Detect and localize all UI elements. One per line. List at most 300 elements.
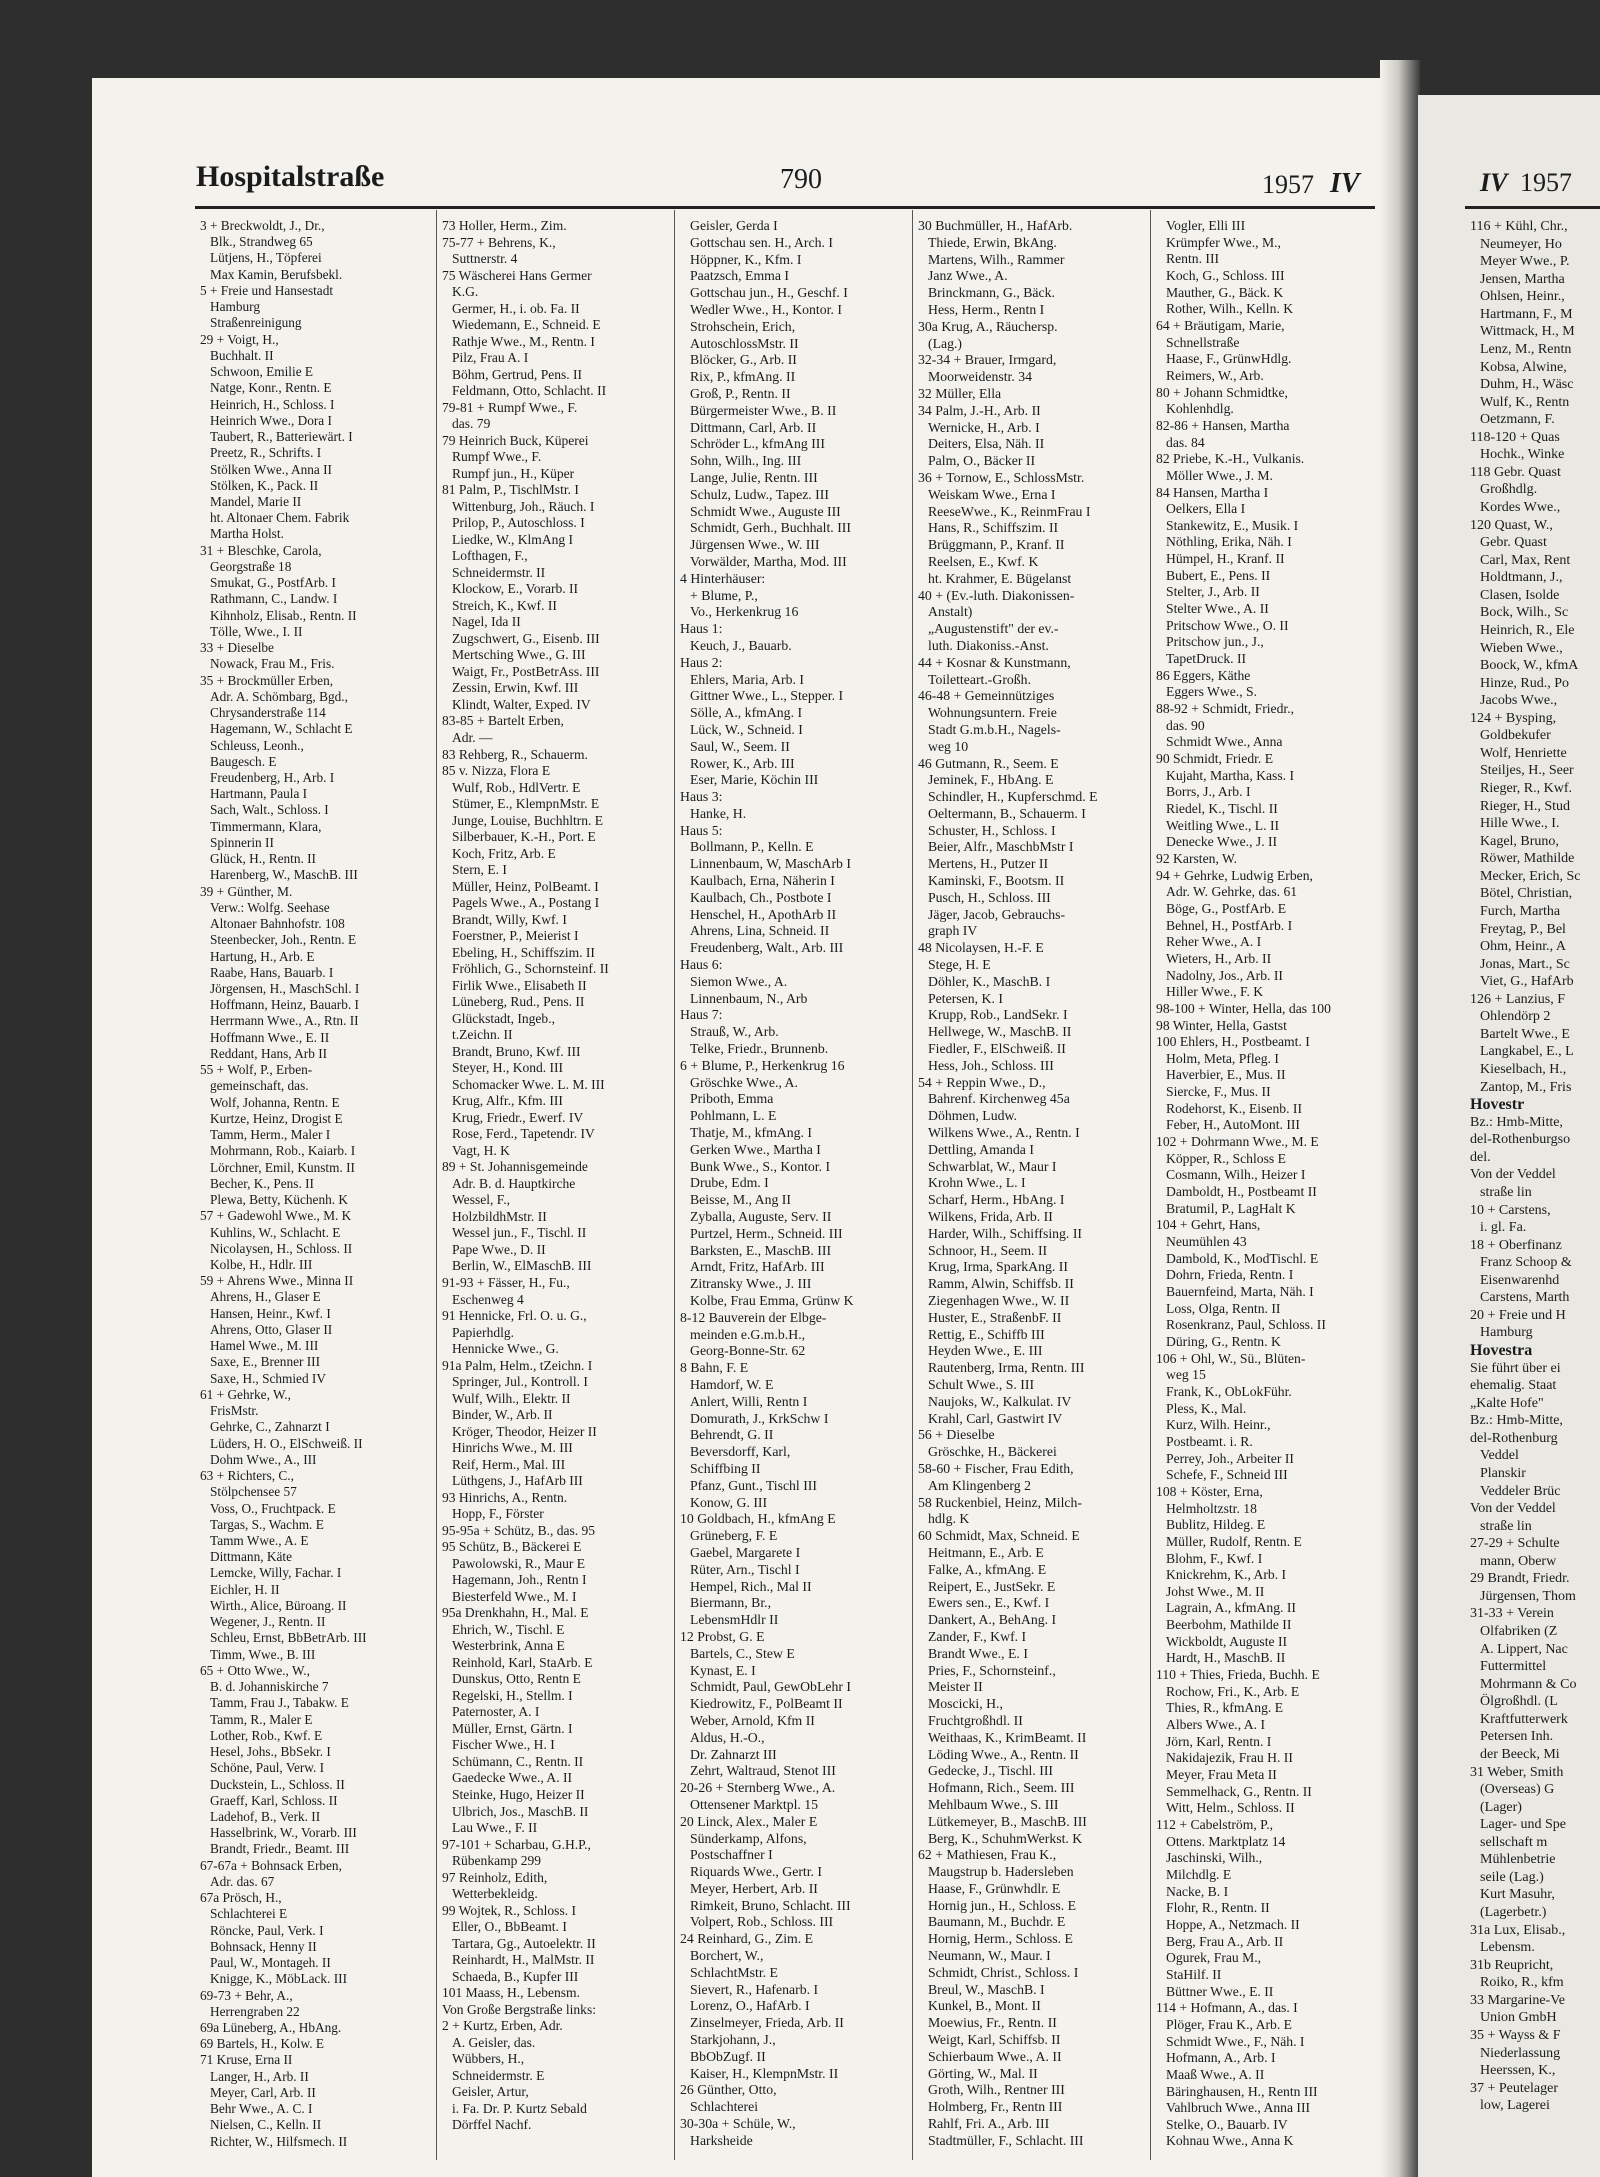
directory-entry: Liedke, W., KlmAng I (452, 531, 574, 547)
directory-entry: Verw.: Wolfg. Seehase (210, 899, 330, 915)
directory-entry: (Overseas) G (1480, 1782, 1555, 1798)
directory-entry: 120 Quast, W., (1470, 517, 1553, 533)
directory-entry: Jonas, Mart., Sc (1480, 956, 1570, 972)
directory-entry: Haus 1: (680, 621, 723, 637)
directory-entry: Meyer, Frau Meta II (1166, 1767, 1277, 1783)
directory-entry: 8-12 Bauverein der Elbge- (680, 1309, 827, 1325)
directory-entry: Jensen, Martha (1480, 271, 1565, 287)
directory-entry: Schomacker Wwe. L. M. III (452, 1076, 605, 1092)
directory-entry: Lofthagen, F., (452, 548, 528, 564)
directory-entry: 57 + Gadewohl Wwe., M. K (200, 1208, 352, 1224)
directory-entry: Nicolaysen, H., Schloss. II (210, 1240, 353, 1256)
directory-entry: Hennicke Wwe., G. (452, 1341, 559, 1357)
directory-entry: Saxe, H., Schmied IV (210, 1370, 326, 1386)
year-label: 1957 (1262, 170, 1314, 199)
directory-entry: Nielsen, C., Kelln. II (210, 2117, 322, 2133)
directory-entry: straße lin (1480, 1518, 1532, 1534)
directory-entry: Wulf, Rob., HdlVertr. E (452, 779, 581, 795)
directory-entry: Strauß, W., Arb. (690, 1024, 779, 1040)
directory-entry: Wübbers, H., (452, 2051, 525, 2067)
directory-entry: Thies, R., kfmAng. E (1166, 1700, 1284, 1716)
directory-entry: Berg, K., SchuhmWerkst. K (928, 1830, 1083, 1846)
directory-entry: Deiters, Elsa, Näh. II (928, 436, 1045, 452)
directory-entry: Bubert, E., Pens. II (1166, 567, 1271, 583)
directory-entry: Toiletteart.-Großh. (928, 671, 1032, 687)
directory-entry: 114 + Hofmann, A., das. I (1156, 2000, 1298, 2016)
directory-entry: 108 + Köster, Erna, (1156, 1483, 1263, 1499)
directory-entry: Gehrke, C., Zahnarzt I (210, 1419, 330, 1435)
directory-entry: Paternoster, A. I (452, 1704, 540, 1720)
directory-entry: Nagel, Ida II (452, 614, 521, 630)
directory-entry: Hoffmann Wwe., E. II (210, 1029, 330, 1045)
directory-entry: Gröschke, H., Bäckerei (928, 1444, 1057, 1460)
directory-entry: 37 + Peutelager (1470, 2080, 1558, 2096)
directory-entry: Klockow, E., Vorarb. II (452, 581, 579, 597)
directory-column (442, 218, 670, 2134)
directory-entry: Mohrmann & Co (1480, 1676, 1577, 1692)
directory-entry: Zantop, M., Fris (1480, 1079, 1572, 1095)
directory-entry: i. gl. Fa. (1480, 1220, 1527, 1236)
directory-entry: Bratumil, P., LagHalt K (1166, 1200, 1296, 1216)
directory-entry: Ehrich, W., Tischl. E (452, 1621, 565, 1637)
directory-entry: Müller, Ernst, Gärtn. I (452, 1720, 573, 1736)
directory-entry: Dittmann, Carl, Arb. II (690, 419, 817, 435)
directory-entry: Gebr. Quast (1480, 535, 1547, 551)
directory-entry: Groth, Wilh., Rentner III (928, 2082, 1065, 2098)
directory-entry: 64 + Bräutigam, Marie, (1156, 317, 1285, 333)
directory-entry: Blk., Strandweg 65 (210, 234, 313, 250)
directory-entry: Riquards Wwe., Gertr. I (690, 1864, 823, 1880)
directory-entry: Krug, Irma, SparkAng. II (928, 1259, 1068, 1275)
directory-entry: Glückstadt, Ingeb., (452, 1010, 555, 1026)
directory-entry: Behr Wwe., A. C. I (210, 2101, 313, 2117)
directory-entry: 84 Hansen, Martha I (1156, 484, 1269, 500)
directory-entry: Perrey, Joh., Arbeiter II (1166, 1450, 1294, 1466)
directory-entry: Bz.: Hmb-Mitte, (1470, 1413, 1563, 1429)
directory-entry: Krug, Friedr., Ewerf. IV (452, 1109, 584, 1125)
directory-entry: Schröder L., kfmAng III (690, 436, 825, 452)
directory-entry: Steenbecker, Joh., Rentn. E (210, 932, 357, 948)
directory-entry: Goldbekufer (1480, 728, 1551, 744)
directory-entry: Futtermittel (1480, 1659, 1547, 1675)
directory-entry: Arndt, Fritz, HafArb. III (690, 1259, 825, 1275)
directory-entry: Müller, Heinz, PolBeamt. I (452, 878, 599, 894)
directory-entry: 69a Lüneberg, A., HbAng. (200, 2020, 342, 2036)
directory-entry: Altonaer Bahnhofstr. 108 (210, 916, 345, 932)
directory-entry: Ramm, Alwin, Schiffsb. II (928, 1276, 1074, 1292)
directory-entry: Dr. Zahnarzt III (690, 1746, 777, 1762)
directory-entry: ehemalig. Staat (1470, 1378, 1557, 1394)
directory-entry: Janz Wwe., A. (928, 268, 1008, 284)
directory-entry: Keuch, J., Bauarb. (690, 637, 792, 653)
directory-entry: graph IV (928, 923, 978, 939)
directory-entry: Gottschau sen. H., Arch. I (690, 234, 833, 250)
directory-entry: „Augustenstift" der ev.- (928, 621, 1059, 637)
directory-entry: Beerbohm, Mathilde II (1166, 1617, 1292, 1633)
directory-entry: Union GmbH (1480, 2010, 1557, 2026)
directory-entry: Baumann, M., Buchdr. E (928, 1914, 1066, 1930)
directory-entry: Ladehof, B., Verk. II (210, 1808, 321, 1824)
directory-entry: Postschaffner I (690, 1847, 773, 1863)
directory-entry: Schefe, F., Schneid III (1166, 1467, 1288, 1483)
directory-entry: Weigt, Karl, Schiffsb. II (928, 2032, 1061, 2048)
directory-entry: Brinckmann, G., Bäck. (928, 285, 1055, 301)
directory-entry: Weitling Wwe., L. II (1166, 817, 1280, 833)
directory-entry: Martens, Wilh., Rammer (928, 251, 1065, 267)
directory-entry: Kraftfutterwerk (1480, 1711, 1568, 1727)
directory-entry: Frank, K., ObLokFühr. (1166, 1383, 1292, 1399)
directory-entry: Moscicki, H., (928, 1696, 1003, 1712)
directory-entry: Müller, Rudolf, Rentn. E (1166, 1533, 1302, 1549)
directory-entry: Vahlbruch Wwe., Anna III (1166, 2100, 1311, 2116)
directory-entry: Thatje, M., kfmAng. I (690, 1125, 812, 1141)
directory-entry: Ahrens, H., Glaser E (210, 1289, 321, 1305)
directory-entry: Raabe, Hans, Bauarb. I (210, 964, 334, 980)
directory-entry: Drube, Edm. I (690, 1175, 769, 1191)
directory-entry: Schleuss, Leonh., (210, 737, 304, 753)
directory-entry: 20 Linck, Alex., Maler E (680, 1813, 818, 1829)
directory-entry: Hasselbrink, W., Vorarb. III (210, 1825, 357, 1841)
directory-entry: Veddeler Brüc (1480, 1483, 1561, 1499)
directory-entry: Schulz, Ludw., Tapez. III (690, 486, 829, 502)
directory-entry: 56 + Dieselbe (918, 1427, 995, 1443)
street-heading: Hospitalstraße (196, 160, 385, 193)
directory-entry: Ewers sen., E., Kwf. I (928, 1595, 1050, 1611)
directory-entry: Kuhlins, W., Schlacht. E (210, 1224, 341, 1240)
directory-entry: 118-120 + Quas (1470, 429, 1560, 445)
directory-entry: 2 + Kurtz, Erben, Adr. (442, 2018, 563, 2034)
directory-entry: 80 + Johann Schmidtke, (1156, 384, 1288, 400)
directory-entry: Huster, E., StraßenbF. II (928, 1309, 1062, 1325)
directory-entry: Bock, Wilh., Sc (1480, 605, 1569, 621)
directory-entry: Feldmann, Otto, Schlacht. II (452, 383, 607, 399)
directory-entry: Plöger, Frau K., Arb. E (1166, 2016, 1292, 2032)
directory-entry: Wulf, Wilh., Elektr. II (452, 1390, 571, 1406)
directory-entry: 88-92 + Schmidt, Friedr., (1156, 701, 1295, 717)
directory-entry: Berg, Frau A., Arb. II (1166, 1933, 1284, 1949)
directory-entry: Natge, Konr., Rentn. E (210, 380, 332, 396)
directory-entry: Mehlbaum Wwe., S. III (928, 1796, 1059, 1812)
directory-entry: Hille Wwe., I. (1480, 816, 1560, 832)
directory-entry: 75-77 + Behrens, K., (442, 234, 556, 250)
directory-entry: Löding Wwe., A., Rentn. II (928, 1746, 1079, 1762)
directory-entry: Tamm, Herm., Maler I (210, 1127, 331, 1143)
directory-entry: low, Lagerei (1480, 2098, 1550, 2114)
directory-entry: Weber, Arnold, Kfm II (690, 1712, 815, 1728)
directory-entry: Hofmann, Rich., Seem. III (928, 1780, 1075, 1796)
directory-entry: Möller Wwe., J. M. (1166, 467, 1273, 483)
directory-entry: Hess, Joh., Schloss. III (928, 1057, 1054, 1073)
directory-entry: Wolf, Johanna, Rentn. E (210, 1094, 340, 1110)
directory-entry: Timmermann, Klara, (210, 818, 322, 834)
directory-entry: Vogler, Elli III (1166, 218, 1246, 233)
directory-entry: 97-101 + Scharbau, G.H.P., (442, 1836, 591, 1852)
directory-entry: Stadt G.m.b.H., Nagels- (928, 721, 1061, 737)
directory-entry: 40 + (Ev.-luth. Diakonissen- (918, 587, 1075, 603)
directory-entry: 26 Günther, Otto, (680, 2082, 777, 2098)
directory-entry: Purtzel, Herm., Schneid. III (690, 1225, 843, 1241)
directory-entry: 10 + Carstens, (1470, 1202, 1551, 1218)
directory-entry: Wernicke, H., Arb. I (928, 419, 1040, 435)
directory-entry: 46 Gutmann, R., Seem. E (918, 755, 1059, 771)
directory-entry: Haase, F., GrünwHdlg. (1166, 351, 1292, 367)
directory-entry: Plewa, Betty, Küchenh. K (210, 1192, 348, 1208)
directory-entry: Lenz, M., Rentn (1480, 341, 1572, 357)
directory-entry: Haus 7: (680, 1007, 723, 1023)
directory-entry: Rosenkranz, Paul, Schloss. II (1166, 1317, 1326, 1333)
directory-entry: 32 Müller, Ella (918, 385, 1002, 401)
directory-entry: Anstalt) (928, 604, 973, 620)
directory-entry: Schult Wwe., S. III (928, 1376, 1035, 1392)
directory-entry: Hamdorf, W. E (690, 1376, 774, 1392)
directory-entry: Beisse, M., Ang II (690, 1192, 791, 1208)
directory-entry: 5 + Freie und Hansestadt (200, 282, 334, 298)
directory-entry: Hanke, H. (690, 805, 747, 821)
directory-entry: Wolf, Henriette (1480, 745, 1567, 761)
directory-column (680, 218, 908, 2150)
directory-entry: Kiedrowitz, F., PolBeamt II (690, 1696, 843, 1712)
directory-entry: TapetDruck. II (1166, 651, 1247, 667)
directory-entry: Borrs, J., Arb. I (1166, 784, 1251, 800)
directory-entry: Graeff, Karl, Schloss. II (210, 1792, 338, 1808)
directory-entry: Reimers, W., Arb. (1166, 367, 1264, 383)
directory-entry: Schierbaum Wwe., A. II (928, 2048, 1062, 2064)
directory-entry: del-Rothenburgso (1470, 1132, 1571, 1148)
directory-entry: Kolbe, Frau Emma, Grünw K (690, 1293, 854, 1308)
directory-entry: meinden e.G.m.b.H., (690, 1326, 806, 1342)
directory-entry: Tamm, Frau J., Tabakw. E (210, 1695, 349, 1711)
directory-entry: 31 + Bleschke, Carola, (200, 542, 322, 558)
directory-entry: Strohschein, Erich, (690, 318, 796, 334)
directory-entry: Paatzsch, Emma I (690, 268, 790, 284)
directory-entry: Hartung, H., Arb. E (210, 948, 315, 964)
directory-entry: Volpert, Rob., Schloss. III (690, 1914, 834, 1930)
directory-entry: Hoffmann, Heinz, Bauarb. I (210, 997, 359, 1013)
directory-entry: Büttner Wwe., E. II (1166, 1983, 1274, 1999)
directory-entry: Eisenwarenhd (1480, 1272, 1560, 1288)
directory-entry: Bunk Wwe., S., Kontor. I (690, 1158, 831, 1174)
directory-entry: Heerssen, K., (1480, 2063, 1556, 2079)
directory-entry: 58 Ruckenbiel, Heinz, Milch- (918, 1494, 1082, 1510)
directory-entry: 75 Wäscherei Hans Germer (442, 267, 592, 283)
directory-entry: Planskir (1480, 1465, 1526, 1481)
directory-entry: Duckstein, L., Schloss. II (210, 1776, 345, 1792)
directory-entry: Adr. W. Gehrke, das. 61 (1166, 884, 1298, 900)
directory-entry: Schümann, C., Rentn. II (452, 1753, 584, 1769)
directory-entry: 92 Karsten, W. (1156, 850, 1238, 866)
directory-entry: 4 Hinterhäuser: (680, 570, 766, 586)
directory-entry: Holm, Meta, Pfleg. I (1166, 1050, 1279, 1066)
directory-entry: Fröhlich, G., Schornsteinf. II (452, 961, 609, 977)
directory-entry: 90 Schmidt, Friedr. E (1156, 751, 1274, 766)
directory-entry: Petersen Inh. (1480, 1729, 1554, 1745)
directory-entry: Wirth., Alice, Büroang. II (210, 1597, 347, 1613)
directory-entry: Mühlenbetrie (1480, 1852, 1556, 1868)
directory-entry: 104 + Gehrt, Hans, (1156, 1217, 1261, 1233)
directory-entry: Kujaht, Martha, Kass. I (1166, 767, 1295, 783)
directory-entry: Adr. — (452, 729, 493, 745)
directory-entry: Tartara, Gg., Autoelektr. II (452, 1935, 596, 1951)
directory-entry: 54 + Reppin Wwe., D., (918, 1074, 1046, 1090)
directory-entry: Waigt, Fr., PostBetrAss. III (452, 663, 600, 679)
directory-entry: Targas, S., Wachm. E (210, 1516, 324, 1532)
directory-entry: Carstens, Marth (1480, 1290, 1570, 1306)
directory-entry: Saxe, E., Brenner III (210, 1354, 321, 1370)
directory-entry: Buchhalt. II (210, 347, 274, 363)
directory-entry: Max Kamin, Berufsbekl. (210, 266, 343, 282)
directory-entry: Meyer Wwe., P. (1480, 254, 1570, 270)
directory-entry: 35 + Wayss & F (1470, 2027, 1561, 2043)
directory-entry: 33 Margarine-Ve (1470, 1992, 1565, 2008)
directory-entry: Lütkemeyer, B., MaschB. III (928, 1813, 1087, 1829)
directory-entry: Köpper, R., Schloss E (1166, 1150, 1286, 1166)
directory-entry: Döhmen, Ludw. (928, 1108, 1017, 1124)
directory-entry: FrisMstr. (210, 1403, 259, 1419)
directory-entry: 61 + Gehrke, W., (200, 1386, 291, 1402)
directory-entry: Firlik Wwe., Elisabeth II (452, 977, 587, 993)
directory-entry: 63 + Richters, C., (200, 1468, 294, 1484)
directory-entry: Ottens. Marktplatz 14 (1166, 1833, 1286, 1849)
directory-entry: 3 + Breckwoldt, J., Dr., (200, 218, 325, 233)
directory-entry: Smukat, G., PostfArb. I (210, 575, 336, 591)
directory-entry: 95 Schütz, B., Bäckerei E (442, 1539, 582, 1555)
directory-entry: Holmberg, Fr., Rentn III (928, 2099, 1063, 2115)
directory-entry: Oeltermann, B., Schauerm. I (928, 805, 1086, 821)
directory-entry: Reinhardt, H., MalMstr. II (452, 1952, 595, 1968)
page-number: 790 (780, 164, 822, 195)
directory-entry: Lange, Julie, Rentn. III (690, 469, 818, 485)
directory-entry: 86 Eggers, Käthe (1156, 667, 1251, 683)
directory-entry: 98-100 + Winter, Hella, das 100 (1156, 1000, 1331, 1016)
header-rule (195, 206, 1375, 209)
directory-entry: Nacke, B. I (1166, 1883, 1229, 1899)
directory-entry: Hofmann, A., Arb. I (1166, 2050, 1276, 2066)
directory-entry: Petersen, K. I (928, 990, 1003, 1006)
directory-entry: Schwarblat, W., Maur I (928, 1158, 1057, 1174)
directory-entry: Kobsa, Alwine, (1480, 359, 1567, 375)
directory-entry: Ebeling, H., Schiffszim. II (452, 944, 595, 960)
directory-entry: 20 + Freie und H (1470, 1307, 1566, 1323)
directory-entry: Meister II (928, 1679, 983, 1695)
directory-entry: 20-26 + Sternberg Wwe., A. (680, 1780, 836, 1796)
directory-entry: 82 Priebe, K.-H., Vulkanis. (1156, 451, 1305, 467)
directory-entry: Wulf, K., Rentn (1480, 394, 1570, 410)
directory-entry: Knigge, K., MöbLack. III (210, 1971, 347, 1987)
directory-entry: Rower, K., Arb. III (690, 755, 795, 771)
directory-entry: Eser, Marie, Köchin III (690, 772, 819, 788)
directory-entry: Milchdlg. E (1166, 1866, 1232, 1882)
directory-entry: Mandel, Marie II (210, 493, 302, 509)
directory-entry: Rathmann, C., Landw. I (210, 591, 338, 607)
directory-entry: Neumühlen 43 (1166, 1234, 1247, 1250)
column-divider (912, 210, 913, 2160)
directory-entry: Cosmann, Wilh., Heizer I (1166, 1167, 1306, 1183)
directory-entry: Feber, H., AutoMont. III (1166, 1117, 1300, 1133)
directory-entry: Sölle, A., kfmAng. I (690, 705, 803, 721)
directory-entry: SchlachtMstr. E (690, 1964, 778, 1980)
directory-entry: 101 Maass, H., Lebensm. (442, 1985, 580, 2001)
directory-entry: Foerstner, P., Meierist I (452, 928, 579, 944)
directory-entry: Stölpchensee 57 (210, 1484, 297, 1500)
directory-entry: das. 79 (452, 416, 491, 432)
directory-entry: 69-73 + Behr, A., (200, 1987, 293, 2003)
directory-entry: Kynast, E. I (690, 1662, 756, 1678)
directory-entry: Grüneberg, F. E (690, 1528, 778, 1544)
directory-entry: luth. Diakoniss.-Anst. (928, 637, 1049, 653)
directory-entry: Junge, Louise, Buchhltrn. E (452, 812, 604, 828)
directory-entry: Stelter Wwe., A. II (1166, 601, 1269, 617)
directory-entry: Westerbrink, Anna E (452, 1638, 565, 1654)
directory-entry: Steinke, Hugo, Heizer II (452, 1786, 585, 1802)
directory-entry: Rumpf jun., H., Küper (452, 465, 575, 481)
directory-entry: Saul, W., Seem. II (690, 738, 790, 754)
directory-entry: Konow, G. III (690, 1494, 768, 1510)
directory-entry: Kunkel, B., Mont. II (928, 1998, 1041, 2014)
directory-entry: Schnellstraße (1166, 334, 1240, 350)
directory-entry: Wieters, H., Arb. II (1166, 950, 1272, 966)
directory-entry: Anlert, Willi, Rentn I (690, 1393, 808, 1409)
directory-entry: 99 Wojtek, R., Schloss. I (442, 1902, 576, 1918)
directory-entry: Silberbauer, K.-H., Port. E (452, 829, 596, 845)
directory-entry: Lütjens, H., Töpferei (210, 250, 322, 266)
directory-entry: Lebensm. (1480, 1940, 1535, 1956)
directory-entry: Hopp, F., Förster (452, 1506, 544, 1522)
directory-entry: Voss, O., Fruchtpack. E (210, 1500, 336, 1516)
directory-entry: (Lag.) (928, 335, 963, 351)
directory-entry: Postbeamt. i. R. (1166, 1433, 1253, 1449)
directory-entry: Bötel, Christian, (1480, 886, 1573, 902)
directory-entry: 69 Bartels, H., Kolw. E (200, 2036, 324, 2052)
directory-entry: Wetterbekleidg. (452, 1886, 538, 1902)
directory-entry: 102 + Dohrmann Wwe., M. E (1156, 1134, 1319, 1150)
directory-entry: Koch, Fritz, Arb. E (452, 845, 556, 861)
directory-entry: Rathje Wwe., M., Rentn. I (452, 333, 595, 349)
directory-entry: Hagemann, Joh., Rentn I (452, 1572, 587, 1588)
directory-entry: Krümpfer Wwe., M., (1166, 234, 1281, 250)
directory-entry: Sievert, R., Hafenarb. I (690, 1981, 819, 1997)
directory-entry: Rentn. III (1166, 251, 1220, 267)
directory-entry: del-Rothenburg (1470, 1430, 1558, 1446)
directory-entry: 32-34 + Brauer, Irmgard, (918, 352, 1057, 368)
directory-entry: i. Fa. Dr. P. Kurtz Sebald (452, 2100, 587, 2116)
directory-entry: + Blume, P., (690, 587, 758, 603)
directory-entry: Bartelt Wwe., E (1480, 1026, 1570, 1042)
directory-entry: 81 Palm, P., TischlMstr. I (442, 482, 579, 498)
directory-entry: Jeminek, F., HbAng. E (928, 772, 1054, 788)
directory-entry: Freudenberg, H., Arb. I (210, 769, 335, 785)
facing-header-rule (1465, 206, 1600, 209)
directory-entry: Brandt Wwe., E. I (928, 1645, 1028, 1661)
directory-entry: Langkabel, E., L (1480, 1044, 1574, 1060)
directory-entry: Rose, Ferd., Tapetendr. IV (452, 1126, 595, 1142)
column-divider (436, 210, 437, 2160)
directory-entry: Jaschinski, Wilh., (1166, 1850, 1263, 1866)
directory-entry: Kordes Wwe., (1480, 500, 1561, 515)
directory-entry: Lück, W., Schneid. I (690, 721, 803, 737)
directory-entry: Hamel Wwe., M. III (210, 1338, 319, 1354)
directory-entry: Brüggmann, P., Kranf. II (928, 537, 1065, 553)
directory-entry: Nowack, Frau M., Fris. (210, 656, 335, 672)
directory-entry: 71 Kruse, Erna II (200, 2052, 293, 2068)
directory-entry: Wittenburg, Joh., Räuch. I (452, 498, 595, 514)
directory-entry: 29 + Voigt, H., (200, 331, 279, 347)
directory-entry: Viet, G., HafArb (1480, 974, 1574, 990)
directory-entry: Barksten, E., MaschB. III (690, 1242, 832, 1258)
directory-entry: Bohnsack, Henny II (210, 1938, 317, 1954)
directory-entry: Hamburg (1480, 1325, 1533, 1341)
directory-entry: 55 + Wolf, P., Erben- (200, 1062, 313, 1078)
facing-volume-label: IV (1480, 168, 1508, 197)
